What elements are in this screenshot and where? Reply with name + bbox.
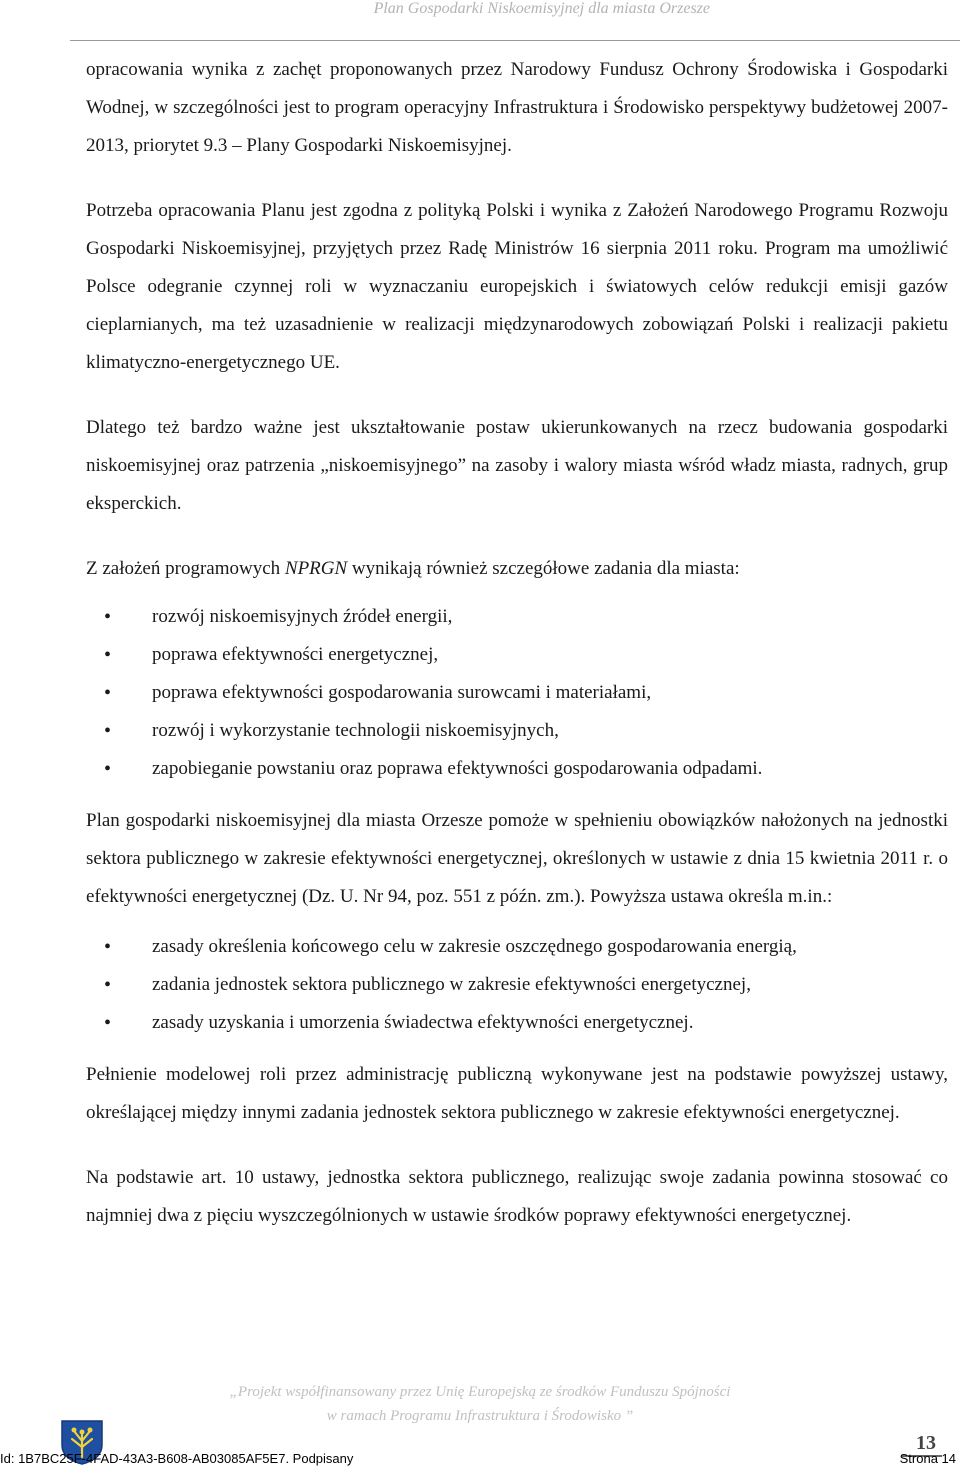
cofinancing-line-1: „Projekt współfinansowany przez Unię Europejską ze środków Funduszu Spójności <box>229 1384 731 1400</box>
act-provisions-list <box>86 928 948 1042</box>
list-item: • zadania jednostek sektora publicznego w zakresie efektywności energetycznej, <box>86 966 948 1004</box>
tasks-intro-text: Z założeń programowych <box>86 558 285 579</box>
paragraph-tasks-intro <box>86 550 948 588</box>
list-item: • zasady uzyskania i umorzenia świadectwa efektywności energetycznej. <box>86 1004 948 1042</box>
page-number: 13 <box>916 1432 936 1454</box>
list-item: • rozwój niskoemisyjnych źródeł energii, <box>86 598 948 636</box>
paragraph-attitudes: Dlatego też bardzo ważne jest ukształtowanie postaw ukierunkowanych na rzecz budowania gospodarki niskoemisyjnej oraz patrzenia „niskoemisyjnego” na zasoby i walory miasta wśród władz miasta, radnych, grup eksperckich. <box>86 417 948 514</box>
paragraph-article-10: Na podstawie art. 10 ustawy, jednostka sektora publicznego, realizując swoje zadania powinna stosować co najmniej dwa z pięciu wyszczególnionych w ustawie środków poprawy efektywności energetycznej. <box>86 1167 948 1226</box>
cofinancing-note <box>0 1380 960 1428</box>
list-item: • zapobieganie powstaniu oraz poprawa efektywności gospodarowania odpadami. <box>86 750 948 788</box>
header-divider <box>70 40 960 41</box>
list-item: • poprawa efektywności energetycznej, <box>86 636 948 674</box>
city-tasks-list <box>86 598 948 788</box>
list-item: • rozwój i wykorzystanie technologii niskoemisyjnych, <box>86 712 948 750</box>
page-label: Strona 14 <box>899 1451 956 1466</box>
running-header: Plan Gospodarki Niskoemisyjnej dla miasta Orzesze <box>373 0 710 17</box>
list-item: • zasady określenia końcowego celu w zakresie oszczędnego gospodarowania energią, <box>86 928 948 966</box>
list-item: • poprawa efektywności gospodarowania surowcami i materiałami, <box>86 674 948 712</box>
paragraph-model-role: Pełnienie modelowej roli przez administrację publiczną wykonywane jest na podstawie powyższej ustawy, określającej między innymi zadania jednostek sektora publicznego w zakresie efektywności energetycznej. <box>86 1064 948 1123</box>
paragraph-npfos: opracowania wynika z zachęt proponowanych przez Narodowy Fundusz Ochrony Środowiska i Gospodarki Wodnej, w szczególności jest to program operacyjny Infrastruktura i Środowisko perspektywy budżetowej 2007-2013, priorytet 9.3 – Plany Gospodarki Niskoemisyjnej. <box>86 59 948 156</box>
paragraph-policy: Potrzeba opracowania Planu jest zgodna z polityką Polski i wynika z Założeń Narodowego Programu Rozwoju Gospodarki Niskoemisyjnej, przyjętych przez Radę Ministrów 16 sierpnia 2011 roku. Program ma umożliwić Polsce odegranie czynnej roli w wyznaczaniu europejskich i światowych celów redukcji emisji gazów cieplarnianych, ma też uzasadnienie w realizacji międzynarodowych zobowiązań Polski i realizacji pakietu klimatyczno-energetycznego UE. <box>86 200 948 373</box>
document-id-stamp: Id: 1B7BC25F-4FAD-43A3-B608-AB03085AF5E7. Podpisany <box>0 1451 354 1466</box>
tasks-intro-text-end: wynikają również szczegółowe zadania dla miasta: <box>347 558 740 579</box>
page-body <box>86 51 948 1262</box>
paragraph-act: Plan gospodarki niskoemisyjnej dla miasta Orzesze pomoże w spełnieniu obowiązków nałożonych na jednostki sektora publicznego w zakresie efektywności energetycznej, określonych w ustawie z dnia 15 kwietnia 2011 r. o efektywności energetycznej (Dz. U. Nr 94, poz. 551 z późn. zm.). Powyższa ustawa określa m.in.: <box>86 810 948 907</box>
cofinancing-line-2: w ramach Programu Infrastruktura i Środowisko ” <box>326 1408 634 1424</box>
nprgn-acronym: NPRGN <box>284 558 348 579</box>
